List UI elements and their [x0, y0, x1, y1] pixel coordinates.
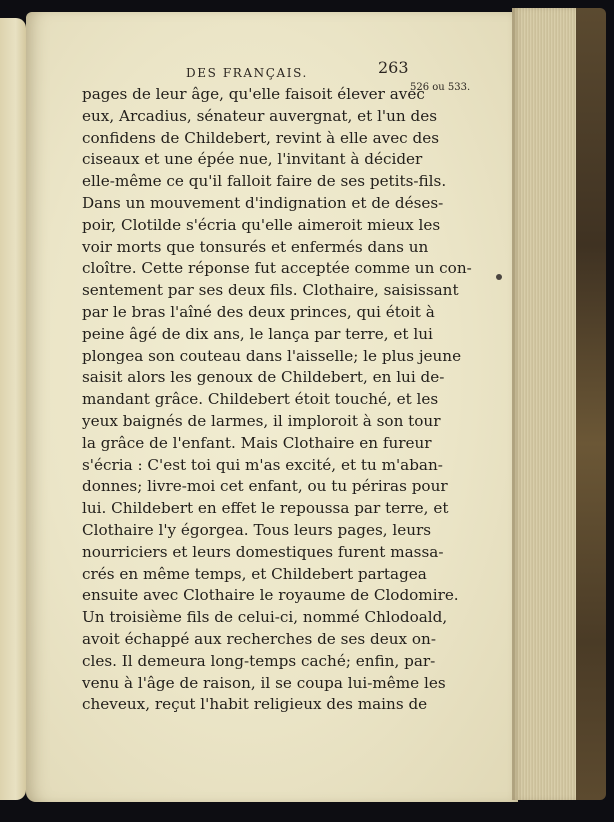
text-line: Dans un mouvement d'indignation et de déses-	[82, 193, 444, 212]
book-cover	[576, 8, 606, 800]
text-line: voir morts que tonsurés et enfermés dans un	[82, 237, 429, 256]
text-line: par le bras l'aîné des deux princes, qui étoit à	[82, 302, 435, 321]
text-line: yeux baignés de larmes, il imploroit à son tour	[82, 411, 441, 430]
text-line: Un troisième fils de celui-ci, nommé Chlodoald,	[82, 608, 448, 627]
text-line: ensuite avec Clothaire le royaume de Clodomire.	[82, 586, 459, 605]
text-line: Clothaire l'y égorgea. Tous leurs pages, leurs	[82, 520, 432, 539]
text-line: cheveux, reçut l'habit religieux des mains de	[82, 695, 428, 714]
text-line: s'écria : C'est toi qui m'as excité, et tu m'aban-	[82, 455, 443, 474]
text-line: ciseaux et une épée nue, l'invitant à décider	[82, 150, 423, 169]
text-line: peine âgé de dix ans, le lança par terre, et lui	[82, 324, 433, 343]
text-line: eux, Arcadius, sénateur auvergnat, et l'un des	[82, 106, 437, 125]
text-line: donnes; livre-moi cet enfant, ou tu périras pour	[82, 477, 448, 496]
running-head: DES FRANÇAIS.	[186, 66, 308, 80]
page-number: 263	[378, 58, 409, 77]
text-line: confidens de Childebert, revint à elle avec des	[82, 128, 440, 147]
text-line: mandant grâce. Childebert étoit touché, et les	[82, 390, 439, 409]
text-line: cles. Il demeura long-temps caché; enfin, par-	[82, 651, 436, 670]
text-line: poir, Clotilde s'écria qu'elle aimeroit mieux les	[82, 215, 441, 234]
text-line: lui. Childebert en effet le repoussa par terre, et	[82, 499, 449, 518]
margin-date-note: 526 ou 533.	[410, 82, 471, 93]
text-line: sentement par ses deux fils. Clothaire, saisissant	[82, 281, 459, 300]
ink-spot	[496, 274, 502, 280]
facing-page-edge	[0, 18, 26, 800]
text-line: avoit échappé aux recherches de ses deux on-	[82, 629, 436, 648]
text-line: saisit alors les genoux de Childebert, en lui de-	[82, 368, 445, 387]
text-line: cloître. Cette réponse fut acceptée comme un con-	[82, 259, 472, 278]
text-line: plongea son couteau dans l'aisselle; le plus jeune	[82, 346, 462, 365]
text-line: elle-même ce qu'il falloit faire de ses petits-fils.	[82, 172, 447, 191]
text-line: nourriciers et leurs domestiques furent massa-	[82, 542, 444, 561]
text-line: crés en même temps, et Childebert partagea	[82, 564, 427, 583]
text-line: pages de leur âge, qu'elle faisoit élever avec	[82, 85, 425, 103]
text-line: venu à l'âge de raison, il se coupa lui-même les	[82, 673, 446, 692]
text-line: la grâce de l'enfant. Mais Clothaire en fureur	[82, 433, 432, 452]
page-block-edge	[512, 8, 576, 800]
